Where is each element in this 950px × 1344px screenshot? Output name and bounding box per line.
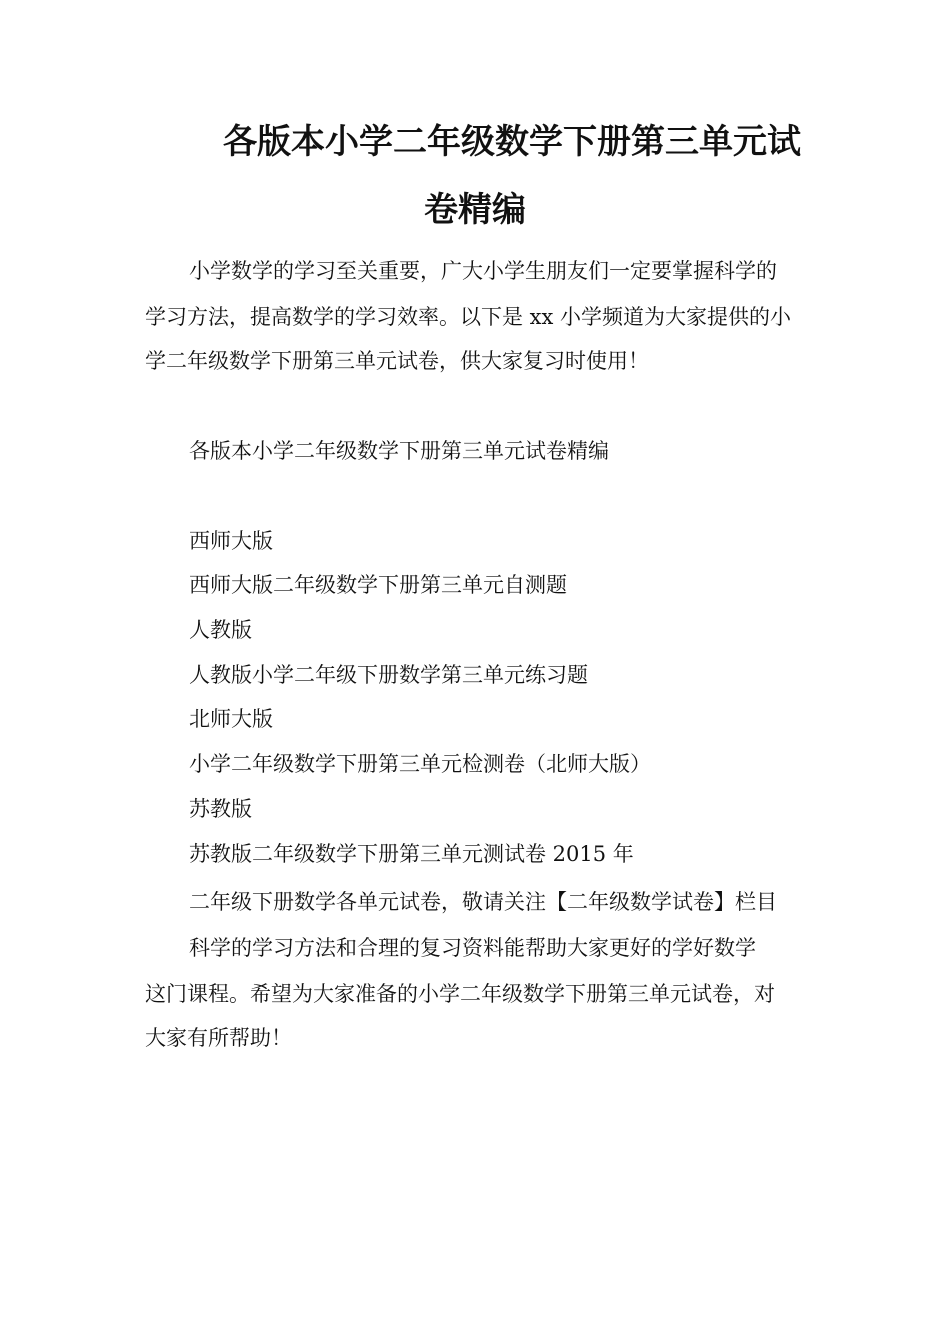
list-item: 西师大版	[189, 529, 273, 553]
list-item: 北师大版	[189, 707, 273, 731]
section-subtitle: 各版本小学二年级数学下册第三单元试卷精编	[189, 439, 609, 463]
closing-line: 这门课程。希望为大家准备的小学二年级数学下册第三单元试卷，对	[145, 982, 775, 1006]
closing-line: 科学的学习方法和合理的复习资料能帮助大家更好的学好数学	[189, 936, 756, 960]
document-title-line-2: 卷精编	[424, 190, 526, 230]
list-item: 苏教版二年级数学下册第三单元测试卷 2015 年	[189, 842, 634, 866]
list-item: 西师大版二年级数学下册第三单元自测题	[189, 573, 567, 597]
intro-line: 小学数学的学习至关重要，广大小学生朋友们一定要掌握科学的	[189, 259, 777, 283]
list-item: 人教版小学二年级下册数学第三单元练习题	[189, 663, 588, 687]
list-item: 小学二年级数学下册第三单元检测卷（北师大版）	[189, 752, 651, 776]
intro-line: 学习方法，提高数学的学习效率。以下是 xx 小学频道为大家提供的小	[145, 305, 792, 329]
notice-line: 二年级下册数学各单元试卷，敬请关注【二年级数学试卷】栏目	[189, 890, 777, 914]
closing-line: 大家有所帮助！	[145, 1026, 292, 1050]
list-item: 苏教版	[189, 797, 252, 821]
list-item: 人教版	[189, 618, 252, 642]
document-title-line-1: 各版本小学二年级数学下册第三单元试	[223, 122, 801, 162]
intro-line: 学二年级数学下册第三单元试卷，供大家复习时使用！	[145, 349, 649, 373]
